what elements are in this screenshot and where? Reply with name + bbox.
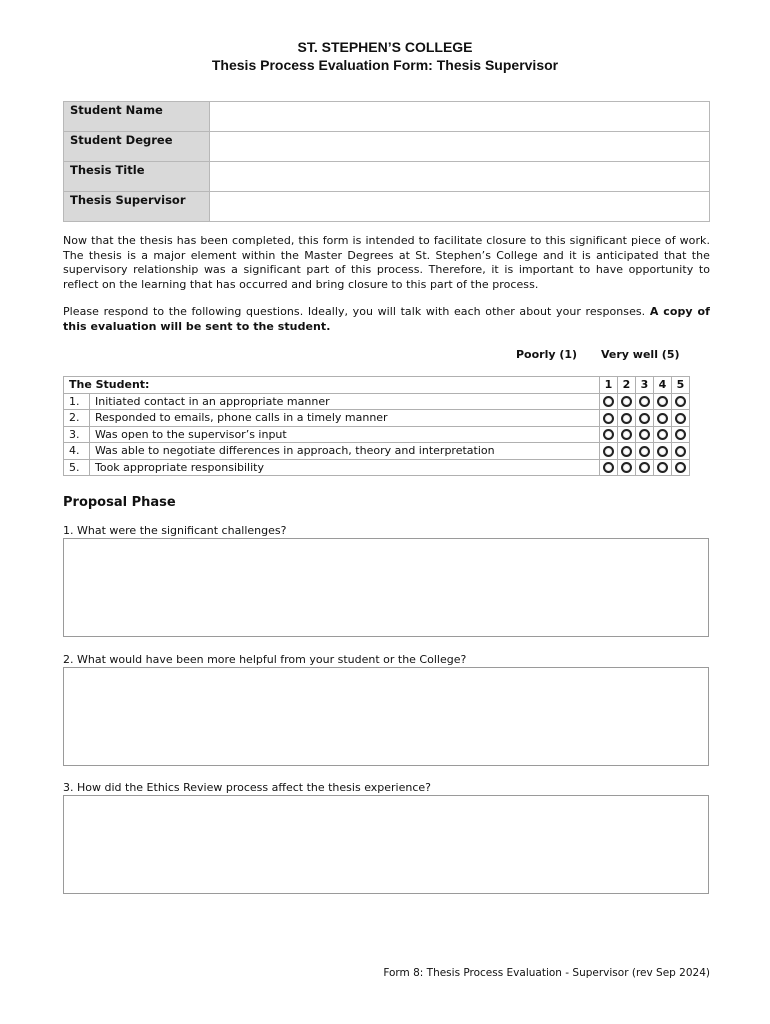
rating-radio-1[interactable] [603,462,614,473]
info-row-thesis-supervisor [64,192,710,222]
rating-radio-5[interactable] [675,396,686,407]
thesis-supervisor-label: Thesis Supervisor [64,192,210,222]
column-header-3: 3 [636,377,654,394]
rating-radio-2[interactable] [621,429,632,440]
rating-item-number: 4. [64,443,90,460]
question-1-label: 1. What were the significant challenges? [63,524,287,537]
rating-radio-5[interactable] [675,462,686,473]
scale-high-label: Very well (5) [601,348,680,361]
student-name-field[interactable] [210,102,710,132]
scale-low-label: Poorly (1) [516,348,578,361]
column-header-2: 2 [618,377,636,394]
rating-item-number: 2. [64,410,90,427]
rating-radio-5[interactable] [675,413,686,424]
rating-radio-3[interactable] [639,446,650,457]
thesis-supervisor-field[interactable] [210,192,710,222]
rating-radio-3[interactable] [639,462,650,473]
instructions-bold-text: A copy of this evaluation will be sent to the student. [63,305,710,333]
rating-row [64,459,690,476]
rating-item-number: 5. [64,459,90,476]
thesis-title-label: Thesis Title [64,162,210,192]
rating-radio-4[interactable] [657,446,668,457]
rating-item-text: Responded to emails, phone calls in a timely manner [90,410,600,427]
rating-radio-5[interactable] [675,446,686,457]
rating-row [64,393,690,410]
rating-item-text: Was open to the supervisor’s input [90,426,600,443]
intro-paragraph: Now that the thesis has been completed, this form is intended to facilitate closure to this significant piece of work. The thesis is a major element within the Master Degrees at St. Stephen’s College and it is anticipated that the supervisory relationship was a significant part of this process. Therefore, it is important to have opportunity to reflect on the learning that has occurred and bring closure to this part of the process. [63,234,710,291]
rating-radio-1[interactable] [603,413,614,424]
rating-radio-2[interactable] [621,396,632,407]
rating-table [63,376,690,476]
proposal-phase-heading: Proposal Phase [63,495,176,510]
rating-radio-2[interactable] [621,446,632,457]
rating-radio-4[interactable] [657,413,668,424]
question-2-answer-box[interactable] [63,667,709,766]
column-header-4: 4 [654,377,672,394]
rating-radio-2[interactable] [621,413,632,424]
student-info-table [63,101,710,222]
form-title: Thesis Process Evaluation Form: Thesis Supervisor [211,57,559,73]
instructions-paragraph [63,305,710,334]
form-header [0,38,770,74]
rating-radio-1[interactable] [603,446,614,457]
rating-radio-4[interactable] [657,462,668,473]
thesis-title-field[interactable] [210,162,710,192]
rating-radio-3[interactable] [639,429,650,440]
rating-radio-3[interactable] [639,396,650,407]
info-row-student-name [64,102,710,132]
column-header-1: 1 [600,377,618,394]
rating-item-text: Initiated contact in an appropriate manner [90,393,600,410]
student-degree-label: Student Degree [64,132,210,162]
rating-radio-1[interactable] [603,429,614,440]
student-name-label: Student Name [64,102,210,132]
rating-radio-5[interactable] [675,429,686,440]
info-row-student-degree [64,132,710,162]
instructions-text: Please respond to the following questions. Ideally, you will talk with each other about your responses. [63,305,646,318]
rating-item-number: 3. [64,426,90,443]
rating-heading: The Student: [64,377,600,394]
rating-item-text: Took appropriate responsibility [90,459,600,476]
rating-radio-3[interactable] [639,413,650,424]
college-name: ST. STEPHEN’S COLLEGE [297,39,473,55]
rating-item-text: Was able to negotiate differences in approach, theory and interpretation [90,443,600,460]
rating-radio-4[interactable] [657,396,668,407]
question-3-label: 3. How did the Ethics Review process affect the thesis experience? [63,781,431,794]
student-degree-field[interactable] [210,132,710,162]
question-2-label: 2. What would have been more helpful from your student or the College? [63,653,467,666]
rating-item-number: 1. [64,393,90,410]
column-header-5: 5 [672,377,690,394]
rating-radio-2[interactable] [621,462,632,473]
rating-row [64,426,690,443]
question-3-answer-box[interactable] [63,795,709,894]
rating-header-row [64,377,690,394]
rating-row [64,410,690,427]
info-row-thesis-title [64,162,710,192]
rating-row [64,443,690,460]
rating-radio-4[interactable] [657,429,668,440]
question-1-answer-box[interactable] [63,538,709,637]
page-footer: Form 8: Thesis Process Evaluation - Supervisor (rev Sep 2024) [383,967,710,979]
rating-radio-1[interactable] [603,396,614,407]
